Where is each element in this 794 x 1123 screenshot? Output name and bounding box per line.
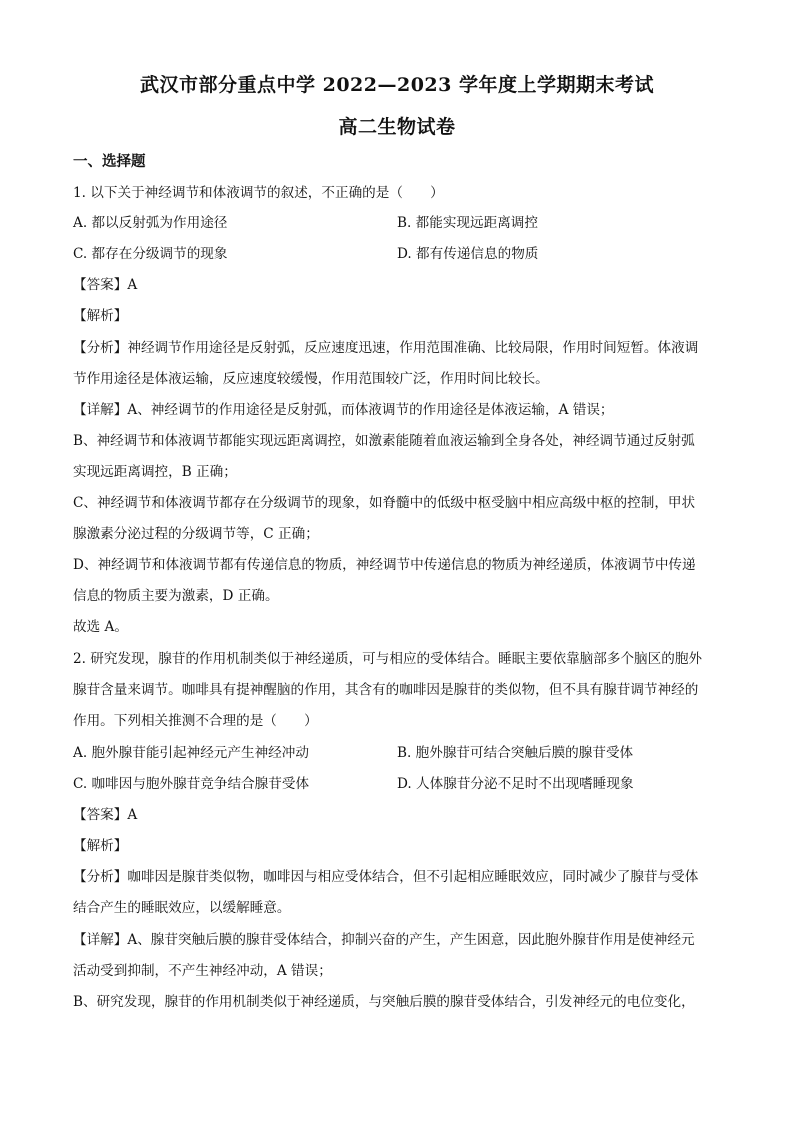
q1-xiangjie-line: 【详解】A、神经调节的作用途径是反射弧，而体液调节的作用途径是体液运输，A 错误；	[73, 402, 614, 418]
q1-option-c: C. 都存在分级调节的现象	[73, 246, 228, 262]
q1-xiangjie-line: 实现远距离调控，B 正确；	[73, 464, 237, 480]
q2-option-d: D. 人体腺苷分泌不足时不出现嗜睡现象	[397, 776, 634, 792]
q1-answer: 【答案】A	[73, 277, 138, 293]
q2-answer: 【答案】A	[73, 807, 138, 823]
q2-fenxi-line: 【分析】咖啡因是腺苷类似物，咖啡因与相应受体结合，但不引起相应睡眠效应，同时减少了腺苷与受体	[73, 869, 699, 885]
q2-stem-line: 腺苷含量来调节。咖啡具有提神醒脑的作用，其含有的咖啡因是腺苷的类似物，但不具有腺苷调节神经的	[73, 682, 699, 698]
q1-xiangjie-line: 腺激素分泌过程的分级调节等，C 正确；	[73, 526, 319, 542]
q1-xiangjie-line: 信息的物质主要为激素，D 正确。	[73, 588, 279, 604]
q1-stem: 1. 以下关于神经调节和体液调节的叙述，不正确的是（ ）	[73, 185, 444, 201]
q1-fenxi-line: 【分析】神经调节作用途径是反射弧，反应速度迅速，作用范围准确、比较局限，作用时间短暂。体液调	[73, 340, 699, 356]
q1-analysis-label: 【解析】	[73, 308, 128, 324]
q2-xiangjie-line: B、研究发现，腺苷的作用机制类似于神经递质，与突触后膜的腺苷受体结合，引发神经元的电位变化，	[73, 994, 695, 1010]
q2-analysis-label: 【解析】	[73, 838, 128, 854]
q1-option-d: D. 都有传递信息的物质	[397, 246, 539, 262]
exam-subtitle: 高二生物试卷	[338, 116, 456, 138]
q2-xiangjie-line: 【详解】A、腺苷突触后膜的腺苷受体结合，抑制兴奋的产生，产生困意，因此胞外腺苷作用是使神经元	[73, 932, 695, 948]
exam-title: 武汉市部分重点中学 2022—2023 学年度上学期期末考试	[140, 74, 654, 96]
q2-option-b: B. 胞外腺苷可结合突触后膜的腺苷受体	[397, 745, 634, 761]
q2-stem-line: 2. 研究发现，腺苷的作用机制类似于神经递质，可与相应的受体结合。睡眠主要依靠脑部多个脑区的胞外	[73, 651, 703, 667]
q1-xiangjie-line: D、神经调节和体液调节都有传递信息的物质，神经调节中传递信息的物质为神经递质，体液调节中传递	[73, 557, 696, 573]
q2-xiangjie-line: 活动受到抑制，不产生神经冲动，A 错误；	[73, 963, 332, 979]
q1-option-b: B. 都能实现远距离调控	[397, 215, 538, 231]
q2-fenxi-line: 结合产生的睡眠效应，以缓解睡意。	[73, 900, 291, 916]
q2-option-c: C. 咖啡因与胞外腺苷竞争结合腺苷受体	[73, 776, 310, 792]
q1-xiangjie-line: C、神经调节和体液调节都存在分级调节的现象，如脊髓中的低级中枢受脑中相应高级中枢的控制，甲状	[73, 495, 696, 511]
q2-stem-line: 作用。下列相关推测不合理的是（ ）	[73, 713, 318, 729]
q1-xiangjie-line: B、神经调节和体液调节都能实现远距离调控，如激素能随着血液运输到全身各处，神经调节通过反射弧	[73, 433, 695, 449]
section-heading: 一、选择题	[73, 153, 146, 170]
q1-option-a: A. 都以反射弧为作用途径	[73, 215, 228, 231]
q2-option-a: A. 胞外腺苷能引起神经元产生神经冲动	[73, 745, 309, 761]
q1-xiangjie-line: 故选 A。	[73, 619, 128, 635]
q1-fenxi-line: 节作用途径是体液运输，反应速度较缓慢，作用范围较广泛，作用时间比较长。	[73, 371, 549, 387]
